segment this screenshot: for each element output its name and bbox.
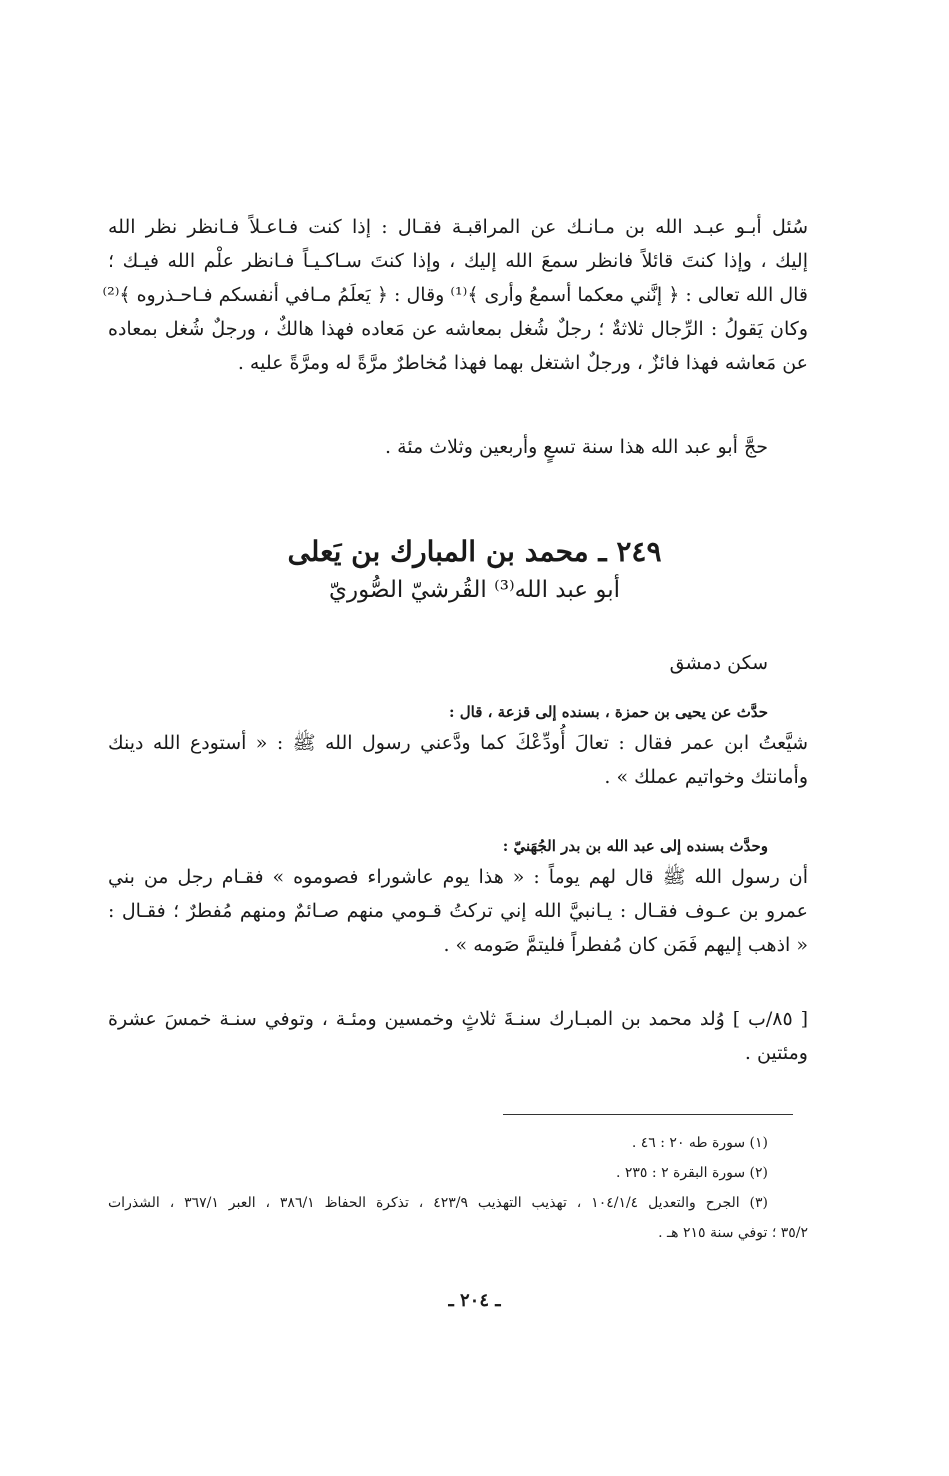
hadith-line: وأمانتك وخواتيم عملك » . [604, 766, 808, 788]
entry-title: ٢٤٩ ـ محمد بن المبارك بن يَعلى [287, 535, 662, 568]
hadith-line: عمرو بن عـوف فقـال : يـانبيَّ الله إني تركتُ قـومي منهم صـائمٌ ومنهم مُفطرٌ ؛ فقـال : [108, 900, 808, 922]
footnote-3: (٣) الجرح والتعديل ١٠٤/١/٤ ، تهذيب التهذيب ٤٢٣/٩ ، تذكرة الحفاظ ٣٨٦/١ ، العبر ٣٦٧/١ ، الشذرات [108, 1195, 768, 1211]
footnotes [108, 1128, 808, 1248]
isnad-line: وحدَّث بسنده إلى عبد الله بن بدر الجُهَنيّ : [502, 837, 768, 855]
entry-subtitle: أبو عبد الله⁽³⁾ القُرشيّ الصُّوريّ [328, 577, 621, 603]
birth-death-line: [ ٨٥/ب ] وُلد محمد بن المبـارك سنـةَ ثلاثٍ وخمسين ومئـة ، وتوفي سنـة خمسَ عشرة [108, 1008, 808, 1030]
footnote-divider [503, 1114, 793, 1115]
page-number: ـ ٢٠٤ ـ [448, 1290, 501, 1311]
intro-line: سُئل أبـو عبـد الله بن مـانـك عن المراقبـة فقـال : إذا كنت فـاعـلاً فـانظر نظر الله [108, 216, 808, 238]
hadith-1 [108, 698, 808, 794]
footnote-2: (٢) سورة البقرة ٢ : ٢٣٥ . [615, 1165, 768, 1181]
isnad-line: حدَّث عن يحيى بن حمزة ، بسنده إلى قزعة ، قال : [449, 703, 768, 721]
intro-line: قال الله تعالى : ﴿ إنَّني معكما أسمعُ وأرى ﴾⁽¹⁾ وقال : ﴿ يَعلَمُ مـافي أنفسكم فـاحـذروه ﴾⁽²⁾ [102, 284, 808, 306]
residence-note [108, 646, 808, 680]
birth-death-paragraph [108, 1002, 808, 1070]
hadith-line: شيَّعتُ ابن عمر فقال : تعالَ أُودِّعْكَ كما ودَّعني رسول الله ﷺ : « أستودع الله دينك [108, 732, 808, 754]
intro-line: وكان يَقولُ : الرِّجال ثلاثةٌ ؛ رجلٌ شُغل بمعاشه عن مَعاده فهذا هالكٌ ، ورجلٌ شُغل بمعاده [108, 318, 808, 340]
intro-line: إليك ، وإذا كنتَ قائلاً فانظر سمعَ الله إليك ، وإذا كنتَ سـاكـيـاً فـانظر علْم الله فيـك ؛ [108, 250, 808, 272]
hajj-line: حجَّ أبو عبد الله هذا سنة تسعٍ وأربعين وثلاث مئة . [385, 436, 768, 458]
entry-heading [0, 532, 949, 608]
residence-line: سكن دمشق [669, 652, 768, 674]
birth-death-line: ومئتين . [744, 1042, 808, 1064]
hajj-note [108, 430, 808, 464]
hadith-line: أن رسول الله ﷺ قال لهم يوماً : « هذا يوم عاشوراء فصوموه » فقـام رجل من بني [108, 866, 808, 888]
intro-line: عن مَعاشه فهذا فائزٌ ، ورجلٌ اشتغل بهما فهذا مُخاطرٌ مرَّةً له ومرَّةً عليه . [237, 352, 808, 374]
footnote-3-cont: ٣٥/٢ ؛ توفي سنة ٢١٥ هـ . [658, 1225, 808, 1241]
hadith-2 [108, 832, 808, 962]
hadith-line: « اذهب إليهم فَمَن كان مُفطراً فليتمَّ صَومه » . [443, 934, 808, 956]
footnote-1: (١) سورة طه ٢٠ : ٤٦ . [631, 1135, 768, 1151]
intro-paragraph [102, 210, 808, 380]
